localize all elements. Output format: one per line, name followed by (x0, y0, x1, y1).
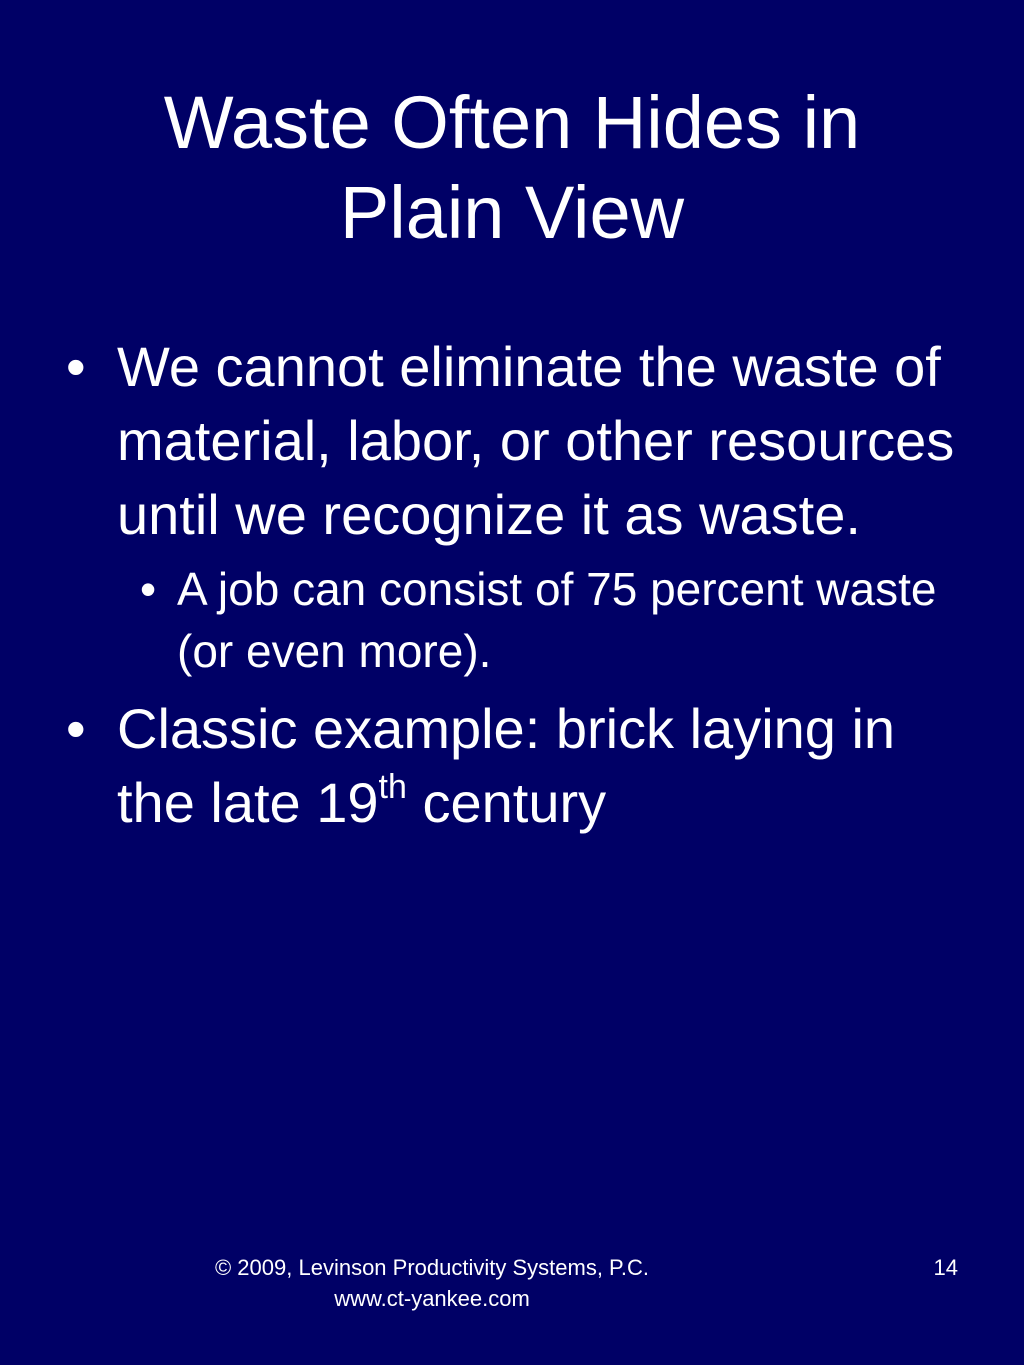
bullet-item (0, 330, 1024, 552)
page-number: 14 (933, 1255, 958, 1280)
footer-website: www.ct-yankee.com (334, 1286, 530, 1311)
superscript-text: th (378, 768, 407, 806)
slide-title (60, 78, 964, 258)
footer (0, 1252, 864, 1314)
bullet-item (0, 692, 1024, 840)
bullet-dot-icon: • (66, 697, 86, 760)
sub-bullet-text: A job can consist of 75 percent waste (or even more). (177, 563, 937, 677)
sub-bullet-item (0, 558, 1024, 682)
bullet-text-part-2: century (406, 771, 607, 834)
sub-bullet-dot-icon: • (140, 563, 157, 615)
bullet-text-part-1: Classic example: brick laying in the late 19 (117, 697, 896, 834)
bullet-text: We cannot eliminate the waste of material, labor, or other resources until we recognize it as waste. (117, 335, 955, 546)
title-line-1: Waste Often Hides in (163, 81, 861, 164)
title-line-2: Plain View (339, 171, 685, 254)
footer-copyright: © 2009, Levinson Productivity Systems, P.C. (214, 1255, 649, 1280)
bullet-dot-icon: • (66, 335, 86, 398)
slide-body (0, 330, 1024, 840)
